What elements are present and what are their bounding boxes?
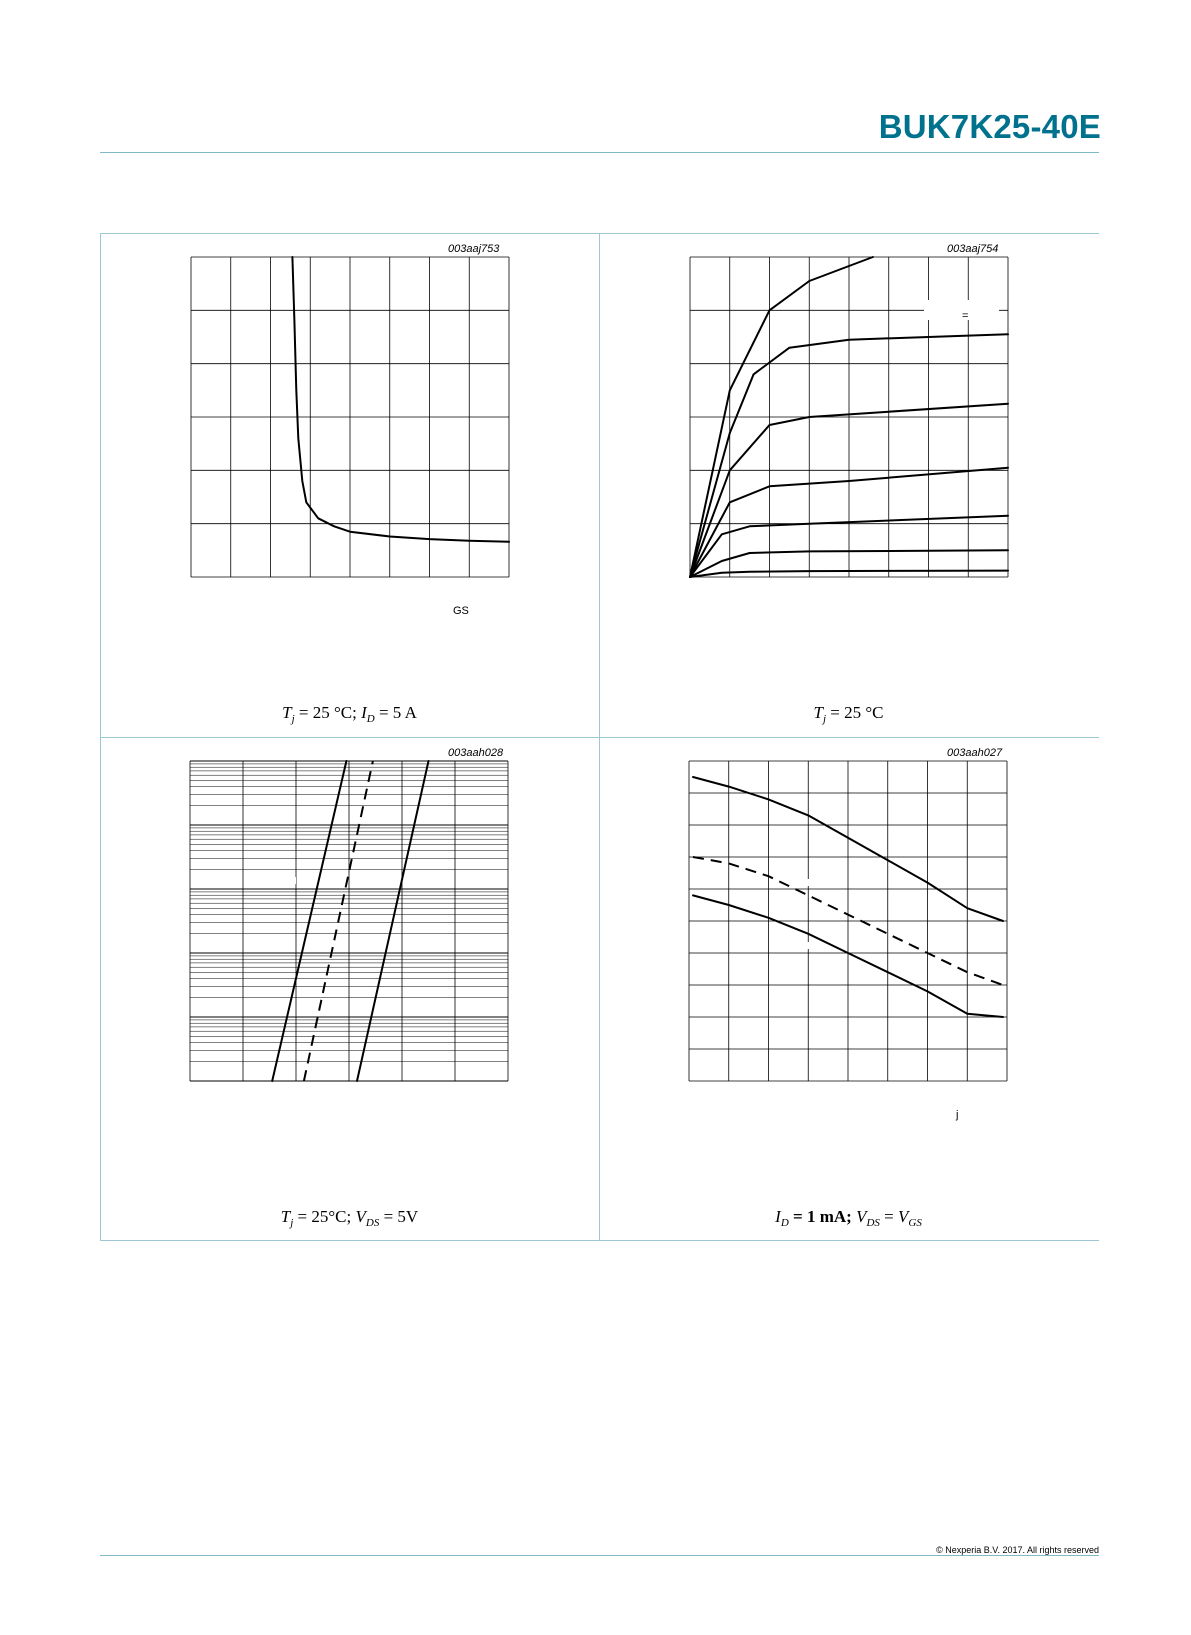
grid [191,257,509,577]
series-line-1 [292,257,509,542]
document-title: BUK7K25-40E [878,108,1101,145]
figure-caption: $T_j = 25$ °C; $I_D = 5$ A [282,703,417,725]
chart-3 [100,737,599,1241]
series-line-2 [304,761,373,1081]
figure-panel-3 [100,737,599,1241]
label-gap [799,879,829,886]
series-line-1 [272,761,346,1081]
chart-4 [599,737,1098,1241]
label-gap [268,877,296,884]
figure-caption: $I_D = 1$ mA; $V_{DS} = V_{GS}$ [775,1207,922,1229]
figure-caption: $T_j = 25$ °C [813,703,884,725]
chart-2 [599,233,1098,737]
figure-panel-4 [599,737,1098,1241]
x-axis-label-fragment: j [956,1109,959,1121]
label-gap [438,877,452,884]
chart-1 [100,233,599,737]
figure-id: 003aaj754 [947,243,999,255]
copyright-notice: © Nexperia B.V. 2017. All rights reserved [936,1545,1099,1555]
figure-caption: $T_j = 25^\circ C$; $V_{DS} = 5V$ [280,1207,419,1229]
footer-rule [100,1555,1099,1556]
legend-fragment: = [962,310,969,322]
figure-id: 003aah028 [448,747,504,759]
series-line-3 [357,761,429,1081]
grid [689,761,1007,1081]
figure-panel-2 [599,233,1098,737]
header-rule [100,152,1099,153]
figure-panel-1 [100,233,599,737]
figure-id: 003aah027 [947,747,1003,759]
figure-id: 003aaj753 [448,243,500,255]
figure-grid [100,233,1099,1241]
label-gap [799,942,829,949]
x-axis-label-fragment: GS [453,605,469,617]
grid [190,761,508,1081]
